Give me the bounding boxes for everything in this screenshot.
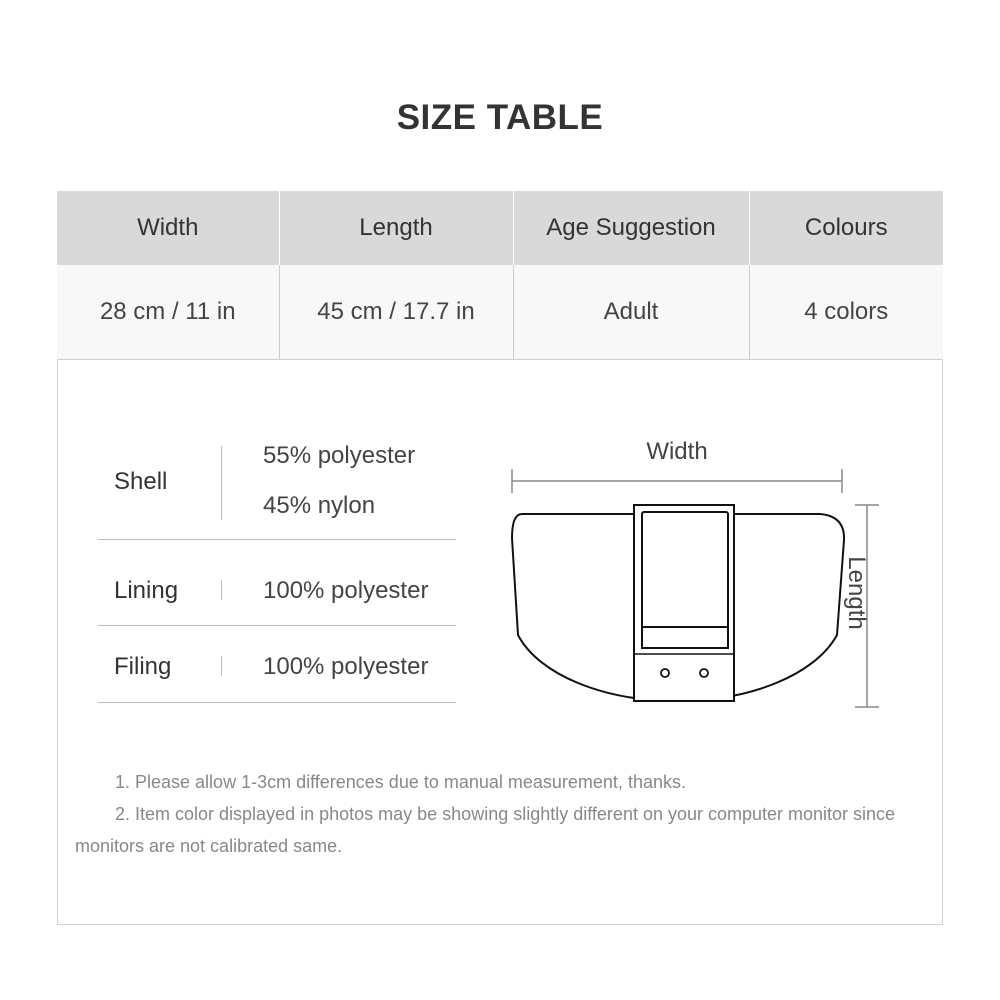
product-diagram — [500, 430, 920, 720]
size-table-header-row — [57, 191, 943, 265]
size-table — [57, 191, 943, 360]
column-header-length: Length — [279, 191, 513, 265]
material-row-filing — [98, 626, 456, 703]
column-header-width: Width — [57, 191, 279, 265]
material-value: 100% polyester — [263, 577, 429, 604]
material-divider — [221, 580, 222, 600]
material-composition — [98, 430, 456, 703]
material-divider — [221, 656, 222, 676]
notes — [75, 766, 937, 862]
material-row-lining — [98, 540, 456, 626]
age-suggestion-value: Adult — [513, 265, 749, 360]
note-item: 1. Please allow 1-3cm differences due to manual measurement, thanks. — [115, 772, 686, 792]
column-header-age-suggestion: Age Suggestion — [513, 191, 749, 265]
width-value: 28 cm / 11 in — [57, 265, 279, 360]
material-value: 45% nylon — [263, 492, 376, 519]
material-name: Filing — [114, 653, 172, 680]
material-name: Lining — [114, 577, 179, 604]
column-header-colours: Colours — [749, 191, 943, 265]
colours-value: 4 colors — [749, 265, 943, 360]
width-dimension-label: Width — [646, 438, 708, 465]
material-divider — [221, 446, 222, 520]
material-value: 55% polyester — [263, 442, 416, 469]
material-value: 100% polyester — [263, 653, 429, 680]
note-item: 2. Item color displayed in photos may be showing slightly different on your computer monitor since monitors are not calibrated same. — [75, 804, 896, 856]
size-table-row — [57, 265, 943, 360]
length-value: 45 cm / 17.7 in — [279, 265, 513, 360]
page-title: SIZE TABLE — [396, 98, 604, 137]
length-dimension-label: Length — [843, 556, 870, 630]
material-name: Shell — [114, 468, 168, 495]
material-row-shell — [98, 430, 456, 540]
